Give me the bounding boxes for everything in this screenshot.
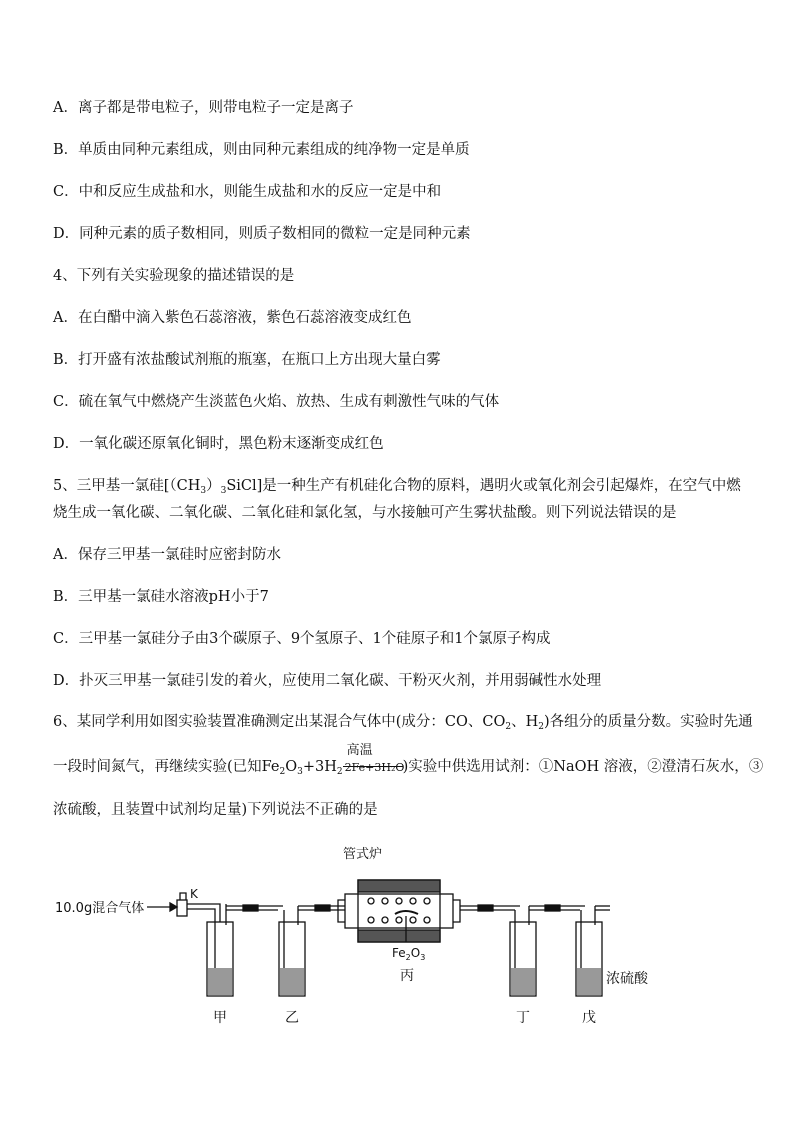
q3-option-b: B．单质由同种元素组成，则由同种元素组成的纯净物一定是单质 [53,142,470,158]
q3-option-c: C．中和反应生成盐和水，则能生成盐和水的反应一定是中和 [53,184,442,200]
label-yi: 乙 [285,1010,299,1026]
label-jia: 甲 [213,1010,227,1026]
furnace-label: 管式炉 [343,847,383,862]
fe2o3-label: $Fe_2O_3$ [392,946,426,962]
reaction-condition: 高温 2Fe+3H₂O [344,743,405,774]
q3-option-d: D．同种元素的质子数相同，则质子数相同的微粒一定是同种元素 [53,226,471,242]
q5-option-d: D．扑灭三甲基一氯硅引发的着火，应使用二氧化碳、干粉灭火剂，并用弱碱性水处理 [53,673,602,689]
gas-label: 10.0g混合气体 [55,901,145,916]
q4-stem: 4、下列有关实验现象的描述错误的是 [53,268,295,284]
label-bing: 丙 [400,968,414,984]
q4-option-d: D．一氧化碳还原氧化铜时，黑色粉末逐渐变成红色 [53,436,384,452]
q5-option-a: A．保存三甲基一氯硅时应密封防水 [53,547,281,563]
q5-option-b: B．三甲基一氯硅水溶液pH小于7 [53,589,269,605]
label-ding: 丁 [516,1010,530,1026]
q4-option-c: C．硫在氧气中燃烧产生淡蓝色火焰、放热、生成有刺激性气味的气体 [53,394,500,410]
q6-stem-line1: 6、某同学利用如图实验装置准确测定出某混合气体中(成分：CO、$CO_2$、$H_2$)各组分的质量分数。实验时先通 [53,714,753,732]
q4-option-b: B．打开盛有浓盐酸试剂瓶的瓶塞，在瓶口上方出现大量白雾 [53,352,441,368]
acid-label: 浓硫酸 [606,971,648,987]
label-wu: 戊 [582,1010,596,1026]
q6-stem-line3: 浓硫酸，且装置中试剂均足量)下列说法不正确的是 [53,802,378,818]
q5-stem-line1: 5、三甲基一氯硅$[(CH_3)_3SiCl]$是一种生产有机硅化合物的原料，遇明火或氧化剂会引起爆炸，在空气中燃 [53,478,741,496]
q6-stem-line2: 一段时间氮气，再继续实验(已知$Fe_2O_3+3H_2$ 高温 2Fe+3H₂O )实验中供选用试剂：①NaOH 溶液，②澄清石灰水，③ [53,743,764,777]
valve-label: K [190,887,198,901]
apparatus-diagram [0,830,794,1030]
q4-option-a: A．在白醋中滴入紫色石蕊溶液，紫色石蕊溶液变成红色 [53,310,412,326]
q3-option-a: A．离子都是带电粒子，则带电粒子一定是离子 [53,100,354,116]
q5-option-c: C．三甲基一氯硅分子由3个碳原子、9个氢原子、1个硅原子和1个氯原子构成 [53,631,551,647]
q5-stem-line2: 烧生成一氧化碳、二氧化碳、二氧化硅和氯化氢，与水接触可产生雾状盐酸。则下列说法错误的是 [53,505,677,521]
